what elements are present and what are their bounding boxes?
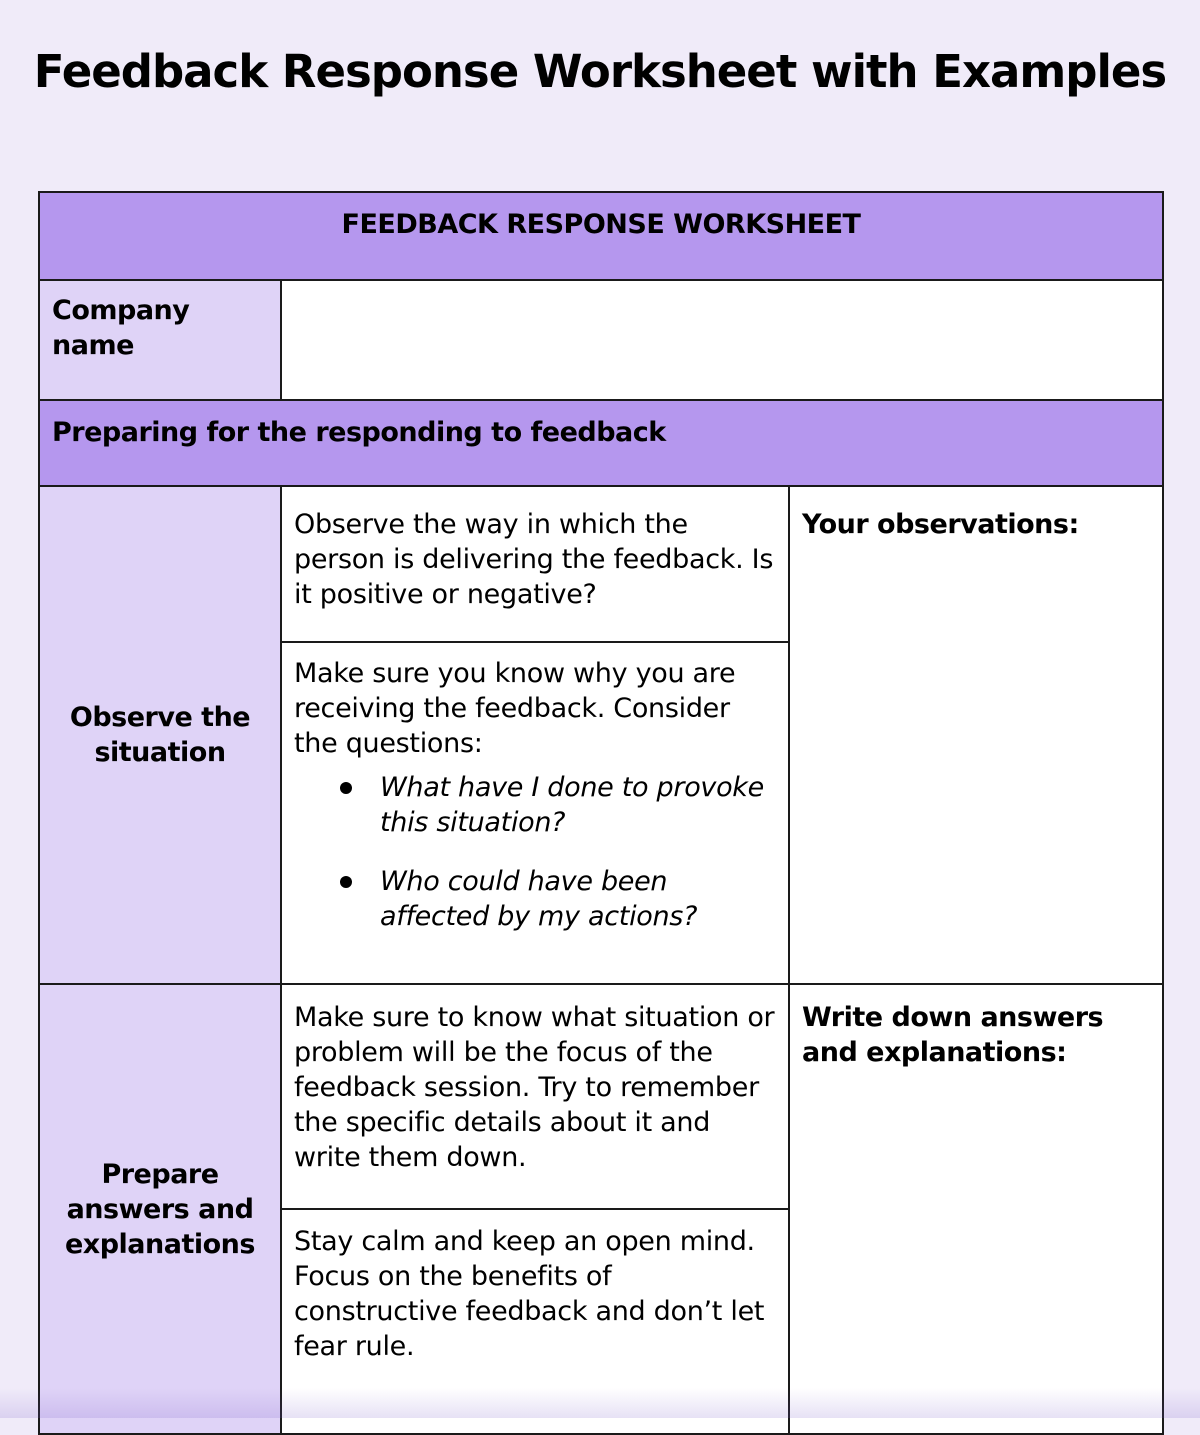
- section-title: Preparing for the responding to feedback: [52, 417, 666, 448]
- section-header: [40, 401, 1162, 485]
- worksheet-header-title: FEEDBACK RESPONSE WORKSHEET: [341, 209, 861, 240]
- prepare-prompt-details-text: Make sure to know what situation or problem will be the focus of the feedback session. Try to remember the specific details about it and write them down.: [294, 1002, 775, 1173]
- prepare-answers-label-cell: [40, 985, 280, 1433]
- prepare-answers-label: Prepare answers and explanations: [65, 1159, 255, 1260]
- observe-prompt-delivery-text: Observe the way in which the person is delivering the feedback. Is it positive or negative?: [294, 509, 774, 610]
- observe-situation-label: Observe the situation: [69, 702, 251, 768]
- company-name-label: Company name: [52, 295, 190, 361]
- reflection-questions-list: [294, 770, 776, 934]
- page-title: Feedback Response Worksheet with Examples: [33, 45, 1167, 98]
- prepare-prompt-stay-calm: [282, 1210, 788, 1433]
- observe-situation-label-cell: [40, 487, 280, 983]
- worksheet-header: [40, 193, 1162, 279]
- observe-prompt-reason-text: Make sure you know why you are receiving the feedback. Consider the questions:: [294, 658, 736, 759]
- answers-response-field[interactable]: [790, 985, 1162, 1433]
- observations-response-label: Your observations:: [802, 509, 1079, 540]
- observe-prompt-delivery: [282, 487, 788, 641]
- bullet-icon: [340, 876, 352, 888]
- observe-prompt-reason: [282, 643, 788, 983]
- answers-response-label: Write down answers and explanations:: [802, 1002, 1104, 1068]
- reflection-question: What have I done to provoke this situation?: [294, 770, 776, 840]
- company-name-label-cell: [40, 281, 280, 399]
- feedback-worksheet-table: [38, 191, 1164, 1435]
- bullet-icon: [340, 782, 352, 794]
- reflection-question: Who could have been affected by my actions?: [294, 864, 776, 934]
- prepare-prompt-details: [282, 985, 788, 1208]
- observations-response-field[interactable]: [790, 487, 1162, 983]
- prepare-prompt-stay-calm-text: Stay calm and keep an open mind. Focus on the benefits of constructive feedback and don’t let fear rule.: [294, 1226, 765, 1362]
- company-name-field[interactable]: [282, 281, 1162, 399]
